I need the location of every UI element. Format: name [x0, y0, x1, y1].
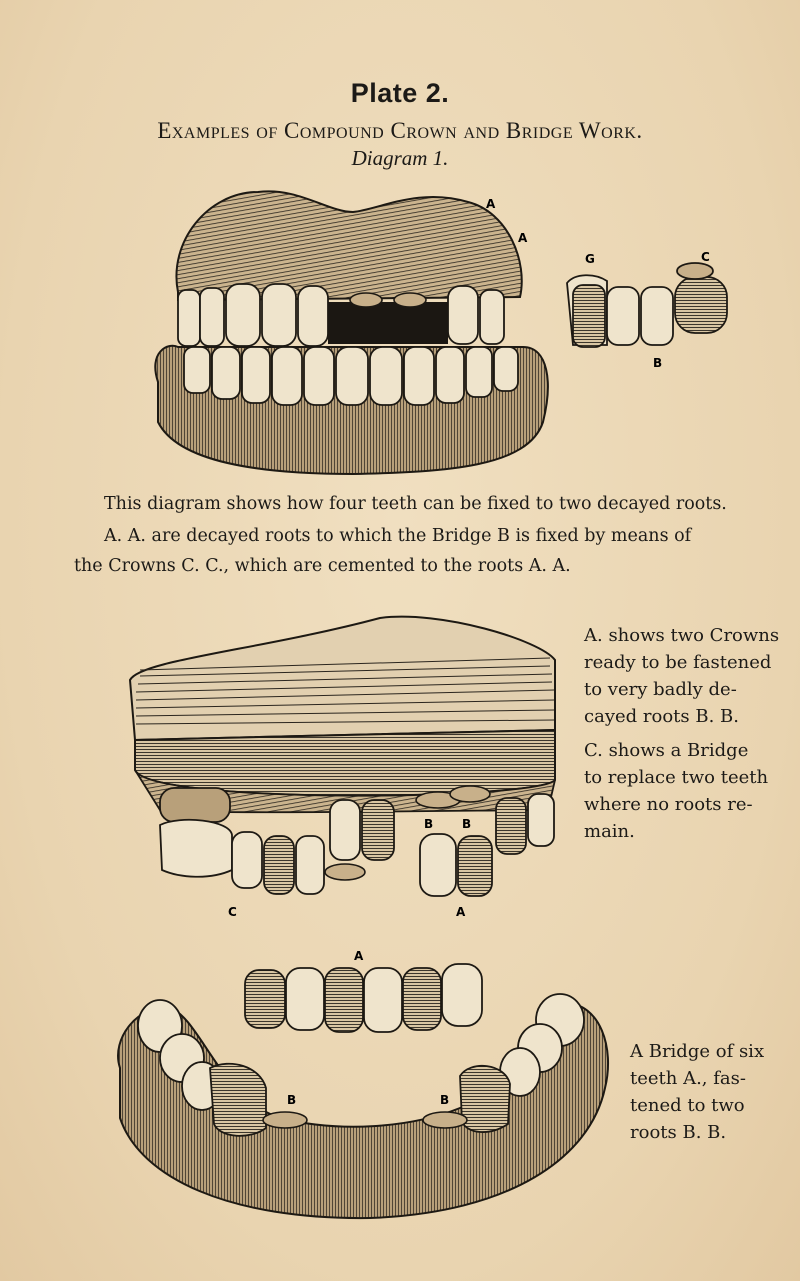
side-text-2 [584, 737, 768, 845]
side-text-1-line: ready to be fastened [584, 652, 772, 673]
plate-subtitle: Examples of Compound Crown and Bridge Work. [157, 118, 643, 143]
fig1-label-a-side: A [518, 231, 528, 245]
diagram-label: Diagram 1. [351, 146, 449, 170]
figure-3-illustration [110, 948, 615, 1228]
description-line-3: the Crowns C. C., which are cemented to the roots A. A. [74, 556, 571, 576]
fig2-label-a: A [456, 905, 466, 919]
side-text-1-line: cayed roots B. B. [584, 706, 739, 727]
plate-title: Plate 2. [350, 78, 450, 108]
side-text-3-line: tened to two [630, 1095, 745, 1116]
figure-2-illustration [120, 610, 565, 930]
fig3-label-b-2: B [440, 1093, 450, 1107]
description-line-1: This diagram shows how four teeth can be fixed to two decayed roots. [104, 494, 727, 514]
side-text-2-line: where no roots re- [584, 794, 753, 815]
side-text-1-line: to very badly de- [584, 679, 737, 700]
side-text-3-line: A Bridge of six [630, 1041, 765, 1062]
fig2-label-b-1: B [424, 817, 434, 831]
fig1-label-c: C [701, 250, 710, 264]
side-text-3-line: roots B. B. [630, 1122, 727, 1143]
description-line-2: A. A. are decayed roots to which the Bridge B is fixed by means of [104, 526, 692, 546]
fig3-label-b-1: B [287, 1093, 297, 1107]
side-text-2-line: C. shows a Bridge [584, 740, 749, 761]
fig3-label-a: A [354, 949, 364, 963]
fig2-label-b-2: B [462, 817, 472, 831]
figure-1-illustration [148, 182, 558, 477]
fig1-label-a-top: A [486, 197, 496, 211]
fig1-label-b: B [653, 356, 663, 370]
side-text-3-line: teeth A., fas- [630, 1068, 746, 1089]
side-text-3 [630, 1038, 764, 1146]
side-text-1 [584, 622, 779, 730]
side-text-2-line: to replace two teeth [584, 767, 769, 788]
bridge-piece-illustration [565, 245, 735, 370]
fig1-label-g: G [585, 252, 595, 266]
fig2-label-c: C [228, 905, 237, 919]
side-text-1-line: A. shows two Crowns [584, 625, 780, 646]
side-text-2-line: main. [584, 821, 635, 842]
